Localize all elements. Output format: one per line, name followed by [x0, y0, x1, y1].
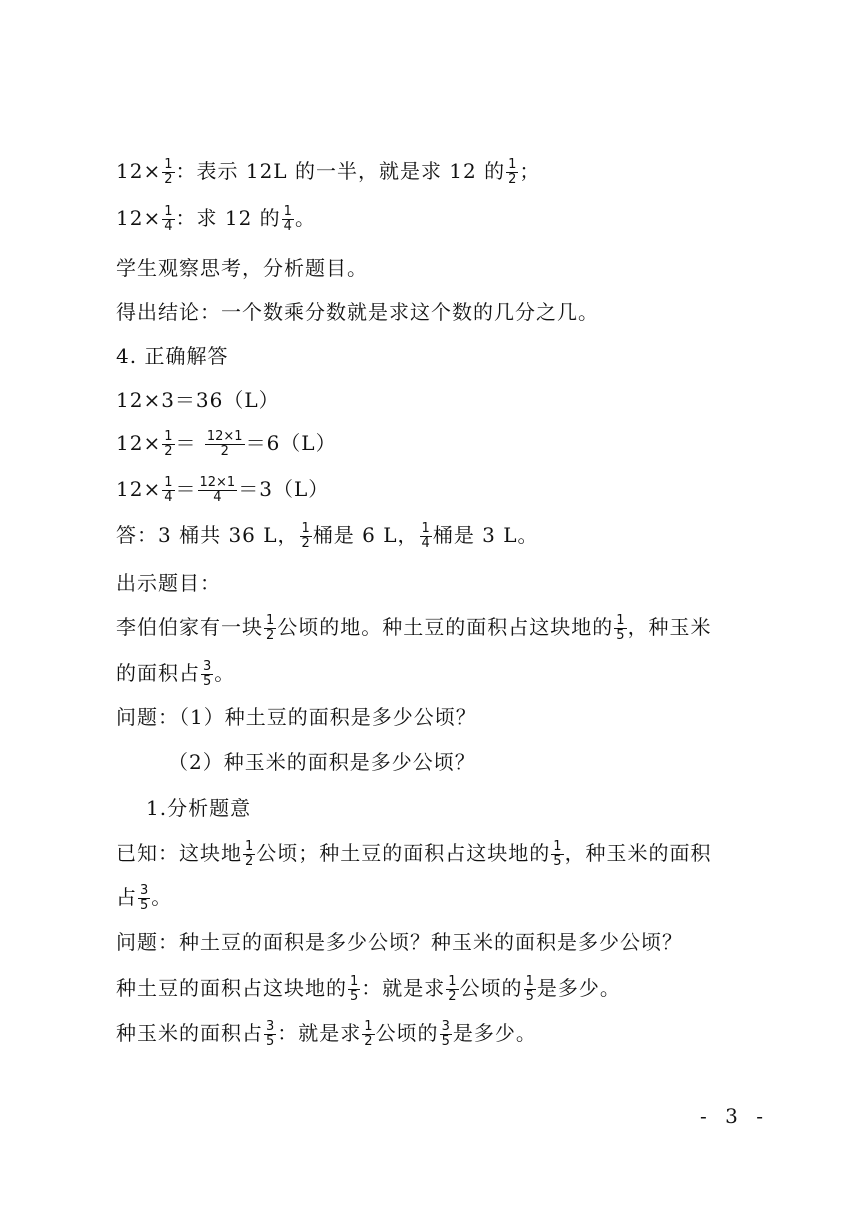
text: ＝	[175, 431, 204, 455]
text: 公顷的	[375, 1021, 439, 1045]
text: 种玉米的面积占	[116, 1021, 263, 1045]
denominator: 2	[220, 444, 229, 459]
numerator: 1	[448, 974, 457, 989]
fraction	[362, 1020, 374, 1049]
denominator: 2	[245, 854, 254, 869]
numerator: 1	[421, 521, 430, 536]
text: 是多少。	[536, 976, 621, 1000]
text: ＝	[175, 477, 197, 501]
text: ：就是求	[361, 976, 446, 1000]
text: ：表示 12L 的一半，就是求 12 的	[175, 159, 506, 183]
numerator: 3	[140, 883, 149, 898]
text: ＝3（L）	[238, 477, 330, 501]
numerator: 1	[283, 204, 292, 219]
known-info	[116, 884, 172, 913]
numerator: 1	[553, 839, 562, 854]
fraction	[440, 1020, 452, 1049]
text: ；	[519, 159, 541, 183]
text: ：求 12 的	[175, 206, 281, 230]
denominator: 5	[441, 1034, 450, 1049]
text: 公顷；种土豆的面积占这块地的	[256, 841, 551, 865]
analysis	[116, 1020, 537, 1049]
text: 12×	[116, 159, 162, 183]
fraction	[524, 975, 536, 1004]
fraction	[198, 476, 238, 505]
text: 的面积占	[116, 661, 200, 685]
numerator: 1	[164, 157, 173, 172]
text: 。	[294, 206, 316, 230]
text: 12×	[116, 477, 162, 501]
numerator: 1	[525, 974, 534, 989]
numerator: 1	[164, 429, 173, 444]
fraction	[420, 522, 432, 551]
denominator: 5	[350, 989, 359, 1004]
denominator: 2	[164, 172, 173, 187]
fraction	[138, 884, 150, 913]
text: 已知：这块地	[116, 841, 242, 865]
fraction	[300, 522, 312, 551]
numerator: 12×1	[199, 475, 236, 490]
text: 桶是 3 L。	[432, 523, 539, 547]
fraction	[162, 476, 174, 505]
numerator: 12×1	[206, 429, 243, 444]
numerator: 1	[266, 613, 275, 628]
question: 问题：种土豆的面积是多少公顷？种玉米的面积是多少公顷？	[116, 930, 683, 954]
equation	[116, 476, 329, 505]
equation	[116, 430, 337, 459]
fraction	[614, 614, 626, 643]
text: ，种玉米	[627, 615, 712, 639]
fraction	[243, 840, 255, 869]
fraction	[201, 660, 213, 689]
text: 种土豆的面积占这块地的	[116, 976, 347, 1000]
denominator: 2	[448, 989, 457, 1004]
denominator: 4	[164, 219, 173, 234]
denominator: 4	[164, 490, 173, 505]
fraction	[551, 840, 563, 869]
fraction	[282, 205, 294, 234]
numerator: 1	[616, 613, 625, 628]
paragraph: 学生观察思考，分析题目。	[116, 256, 368, 280]
text: 答：3 桶共 36 L，	[116, 523, 299, 547]
numerator: 1	[364, 1019, 373, 1034]
text: 李伯伯家有一块	[116, 615, 263, 639]
denominator: 5	[203, 674, 212, 689]
text: 12×	[116, 206, 162, 230]
numerator: 1	[508, 157, 517, 172]
text: 12×	[116, 431, 162, 455]
answer	[116, 522, 539, 551]
denominator: 2	[266, 628, 275, 643]
fraction	[264, 614, 276, 643]
text: ＝6（L）	[245, 431, 337, 455]
paragraph: 得出结论：一个数乘分数就是求这个数的几分之几。	[116, 300, 599, 324]
fraction	[162, 158, 174, 187]
section-heading: 4. 正确解答	[116, 344, 229, 368]
text: 占	[116, 885, 137, 909]
numerator: 3	[203, 659, 212, 674]
text: 是多少。	[452, 1021, 537, 1045]
numerator: 1	[164, 475, 173, 490]
known-info	[116, 840, 712, 869]
fraction	[162, 205, 174, 234]
equation: 12×3＝36（L）	[116, 388, 280, 412]
text: 桶是 6 L，	[312, 523, 419, 547]
paragraph: 出示题目：	[116, 571, 221, 595]
fraction	[162, 430, 174, 459]
denominator: 5	[616, 628, 625, 643]
question: （2）种玉米的面积是多少公顷？	[168, 750, 476, 774]
fraction	[205, 430, 245, 459]
text: 。	[214, 661, 236, 685]
numerator: 3	[441, 1019, 450, 1034]
denominator: 2	[508, 172, 517, 187]
numerator: 1	[301, 521, 310, 536]
fraction	[506, 158, 518, 187]
numerator: 1	[245, 839, 254, 854]
numerator: 3	[266, 1019, 275, 1034]
numerator: 1	[164, 204, 173, 219]
denominator: 5	[553, 854, 562, 869]
question: 问题：（1）种土豆的面积是多少公顷？	[116, 705, 477, 729]
problem-text	[116, 660, 235, 689]
denominator: 5	[266, 1034, 275, 1049]
fraction	[348, 975, 360, 1004]
text: ，种玉米的面积	[564, 841, 712, 865]
text: 公顷的地。种土豆的面积占这块地的	[277, 615, 614, 639]
text: 。	[151, 885, 173, 909]
text: 公顷的	[459, 976, 523, 1000]
denominator: 4	[421, 536, 430, 551]
denominator: 2	[301, 536, 310, 551]
denominator: 2	[364, 1034, 373, 1049]
section-heading: 1.分析题意	[146, 796, 252, 820]
analysis	[116, 975, 621, 1004]
fraction	[446, 975, 458, 1004]
line-12x-half	[116, 158, 540, 187]
denominator: 5	[140, 898, 149, 913]
fraction	[264, 1020, 276, 1049]
denominator: 5	[525, 989, 534, 1004]
text: ：就是求	[277, 1021, 362, 1045]
problem-text	[116, 614, 712, 643]
line-12x-quarter	[116, 205, 316, 234]
denominator: 4	[213, 490, 222, 505]
page-number: - 3 -	[700, 1104, 769, 1128]
denominator: 4	[283, 219, 292, 234]
denominator: 2	[164, 444, 173, 459]
numerator: 1	[350, 974, 359, 989]
